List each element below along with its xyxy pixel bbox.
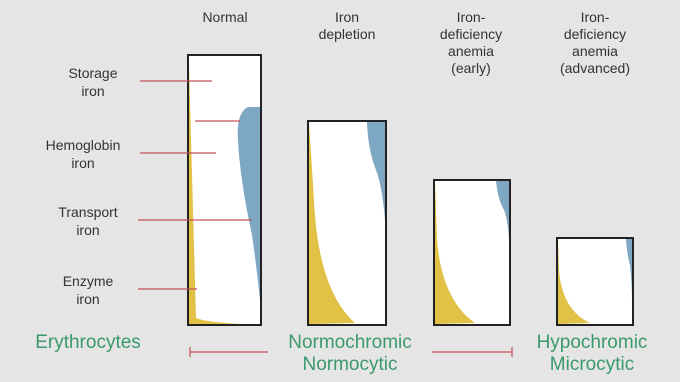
- column-header-depletion: Iron depletion: [318, 9, 376, 42]
- erythrocytes-title: Erythrocytes: [35, 332, 141, 353]
- box-normal: [188, 55, 261, 325]
- box-depletion: [308, 121, 386, 325]
- row-label-storage: Storage iron: [68, 65, 118, 99]
- row-label-enzyme: Enzyme iron: [62, 273, 114, 307]
- row-label-transport: Transport iron: [58, 204, 118, 238]
- box-early: [434, 180, 510, 325]
- hypochromic-microcytic-label: Hypochromic Microcytic: [536, 332, 648, 375]
- box-advanced: [557, 238, 633, 325]
- column-header-normal: Normal: [202, 9, 248, 25]
- row-label-hemoglobin: Hemoglobin iron: [45, 137, 121, 171]
- column-header-advanced: Iron- deficiency anemia (advanced): [559, 9, 631, 76]
- normochromic-normocytic-label: Normochromic Normocytic: [288, 332, 412, 375]
- column-header-early: Iron- deficiency anemia (early): [439, 9, 503, 76]
